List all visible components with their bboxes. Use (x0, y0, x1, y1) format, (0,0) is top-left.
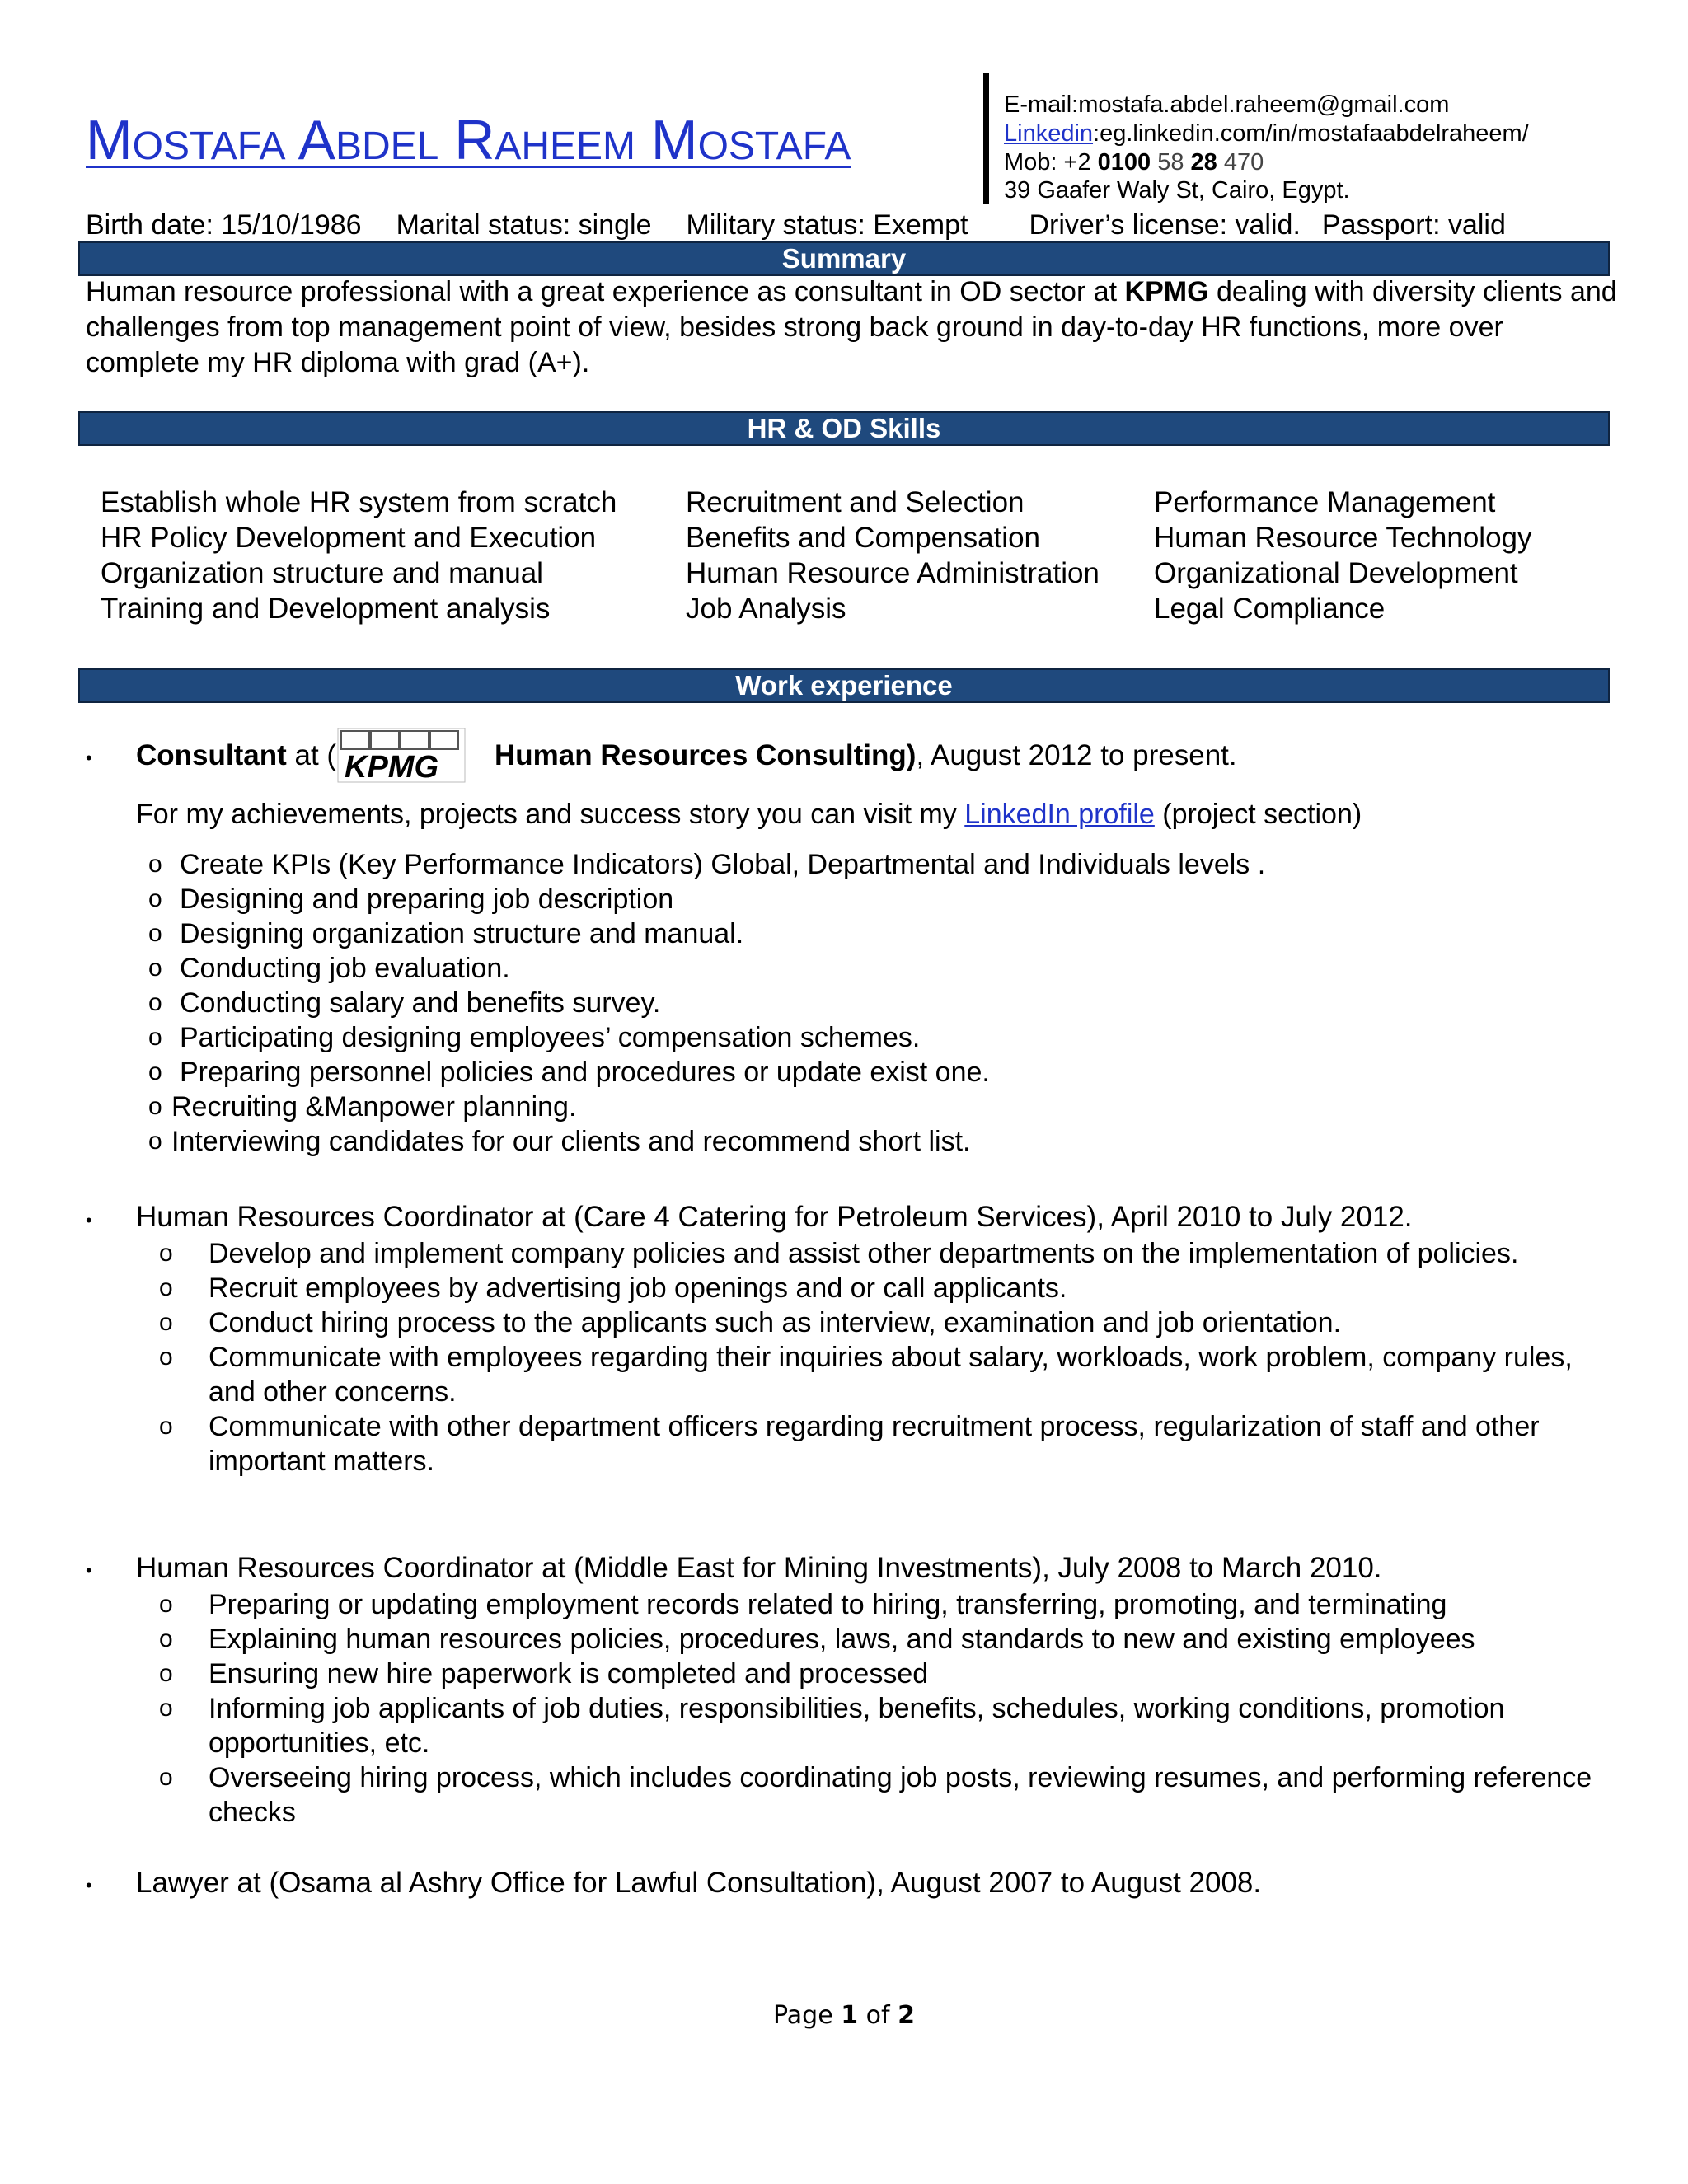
sub-bullet: o (159, 1660, 173, 1687)
military-status: Military status: Exempt (686, 209, 968, 241)
mobile-part-b: 58 (1151, 149, 1191, 176)
summary-text-part1: Human resource professional with a great experience as consultant in OD sector at (86, 276, 1125, 307)
linkedin-profile-link[interactable]: LinkedIn profile (964, 799, 1155, 830)
task-item (136, 1760, 1620, 1830)
summary-text (86, 274, 1619, 381)
task-item (136, 1657, 1620, 1691)
job2-title: Human Resources Coordinator at (Care 4 Catering for Petroleum Services), April 2010 to July 2012. (136, 1201, 1413, 1233)
mobile-prefix: Mob: +2 (1004, 149, 1098, 176)
task-text: Interviewing candidates for our clients and recommend short list. (171, 1126, 971, 1157)
sub-bullet: o (148, 851, 162, 878)
task-item (136, 1587, 1620, 1622)
sub-bullet: o (148, 1058, 162, 1085)
skills-heading: HR & OD Skills (78, 411, 1610, 446)
work-heading: Work experience (78, 668, 1610, 703)
kpmg-logo-text: KPMG (345, 750, 438, 784)
linkedin-url: :eg.linkedin.com/in/mostafaabdelraheem/ (1093, 120, 1529, 147)
task-text: Recruiting &Manpower planning. (171, 1091, 577, 1122)
skills-column-2 (686, 485, 1100, 626)
job1-note-suffix: (project section) (1154, 799, 1362, 830)
sub-bullet: o (148, 954, 162, 982)
skill-item: Training and Development analysis (101, 593, 551, 625)
task-text: Create KPIs (Key Performance Indicators) Global, Departmental and Individuals levels . (180, 849, 1266, 880)
task-text: Recruit employees by advertising job openings and or call applicants. (209, 1272, 1067, 1304)
footer-page-number: 1 (841, 2001, 859, 2030)
summary-text-bold: KPMG (1124, 276, 1209, 307)
task-item (148, 1055, 1615, 1090)
task-item (148, 1020, 1615, 1055)
task-text: Ensuring new hire paperwork is completed and processed (209, 1658, 929, 1690)
personal-info-line (86, 210, 1652, 240)
task-item (136, 1271, 1620, 1305)
task-text: Conduct hiring process to the applicants such as interview, examination and job orientation. (209, 1307, 1342, 1338)
task-text: Overseeing hiring process, which includes coordinating job posts, reviewing resumes, and performing reference checks (209, 1762, 1592, 1828)
sub-bullet: o (159, 1343, 173, 1371)
skill-item: Legal Compliance (1154, 593, 1386, 625)
drivers-license: Driver’s license: valid. (1029, 209, 1301, 241)
skill-item: Human Resource Administration (686, 557, 1100, 589)
job2-task-list (136, 1236, 1620, 1479)
sub-bullet: o (159, 1413, 173, 1440)
sub-bullet: o (148, 1093, 162, 1120)
task-text: Conducting salary and benefits survey. (180, 987, 661, 1019)
job-bullet: • (86, 748, 92, 768)
task-item (136, 1622, 1620, 1657)
job-title-consultant (136, 739, 336, 772)
task-text: Explaining human resources policies, procedures, laws, and standards to new and existing employees (209, 1624, 1475, 1655)
skill-item: Establish whole HR system from scratch (101, 486, 617, 518)
task-item (148, 1090, 1615, 1124)
task-item (136, 1691, 1620, 1760)
footer-page-word: Page (773, 2001, 842, 2030)
sub-bullet: o (148, 920, 162, 947)
job-bullet: • (86, 1560, 92, 1581)
job1-company: Human Resources Consulting) (495, 739, 917, 771)
summary-text-part2: dealing with diversity clients and challenges from top management point of view, besides strong back ground in day-to-day HR functions, more over complete my HR diploma with grad (A+). (86, 276, 1617, 378)
job1-role: Consultant (136, 739, 287, 771)
skill-item: Job Analysis (686, 593, 846, 625)
mobile-part-a: 0100 (1097, 149, 1151, 176)
page-footer (0, 2001, 1688, 2031)
task-item (136, 1305, 1620, 1340)
job1-company-line (495, 739, 1237, 772)
task-text: Preparing or updating employment records related to hiring, transferring, promoting, and terminating (209, 1589, 1447, 1620)
footer-page-total: 2 (898, 2001, 915, 2030)
task-item (148, 986, 1615, 1020)
skill-item: Recruitment and Selection (686, 486, 1025, 518)
birth-date: Birth date: 15/10/1986 (86, 209, 362, 241)
task-text: Communicate with other department officers regarding recruitment process, regularization of staff and other important matters. (209, 1411, 1540, 1477)
linkedin-line (1004, 120, 1663, 148)
skill-item: Organization structure and manual (101, 557, 543, 589)
job1-at: at ( (286, 739, 337, 771)
job1-note (136, 798, 1362, 831)
skill-item: Benefits and Compensation (686, 522, 1040, 554)
task-item (148, 1124, 1615, 1159)
job3-title: Human Resources Coordinator at (Middle East for Mining Investments), July 2008 to March 2010. (136, 1552, 1382, 1584)
sub-bullet: o (159, 1309, 173, 1336)
linkedin-link[interactable]: Linkedin (1004, 120, 1094, 147)
sub-bullet: o (159, 1240, 173, 1267)
marital-status: Marital status: single (396, 209, 652, 241)
sub-bullet: o (148, 1024, 162, 1051)
skills-column-3 (1154, 485, 1532, 626)
candidate-name: Mostafa Abdel Raheem Mostafa (86, 109, 851, 171)
skill-item: Human Resource Technology (1154, 522, 1532, 554)
task-text: Designing and preparing job description (180, 883, 674, 915)
skill-item: Organizational Development (1154, 557, 1518, 589)
footer-of-word: of (858, 2001, 898, 2030)
job1-dates: , August 2012 to present. (916, 739, 1237, 771)
job1-task-list (148, 847, 1615, 1159)
task-text: Preparing personnel policies and procedures or update exist one. (180, 1057, 990, 1088)
email-line: E-mail:mostafa.abdel.raheem@gmail.com (1004, 91, 1450, 118)
task-text: Designing organization structure and manual. (180, 918, 744, 949)
kpmg-logo (336, 728, 467, 784)
sub-bullet: o (159, 1591, 173, 1618)
contact-divider (983, 73, 989, 204)
task-item (136, 1340, 1620, 1409)
job4-title: Lawyer at (Osama al Ashry Office for Lawful Consultation), August 2007 to August 2008. (136, 1867, 1262, 1899)
passport-status: Passport: valid (1321, 209, 1506, 241)
skills-column-1 (101, 485, 617, 626)
job3-task-list (136, 1587, 1620, 1830)
sub-bullet: o (148, 989, 162, 1016)
skill-item: HR Policy Development and Execution (101, 522, 597, 554)
task-text: Conducting job evaluation. (180, 953, 510, 984)
job-bullet: • (86, 1875, 92, 1896)
job1-note-text: For my achievements, projects and success story you can visit my (136, 799, 965, 830)
task-text: Participating designing employees’ compensation schemes. (180, 1022, 921, 1053)
task-text: Communicate with employees regarding their inquiries about salary, workloads, work problem, company rules, and other concerns. (209, 1342, 1573, 1408)
mobile-part-d: 470 (1217, 149, 1264, 176)
sub-bullet: o (148, 1127, 162, 1155)
sub-bullet: o (148, 885, 162, 912)
task-item (136, 1236, 1620, 1271)
sub-bullet: o (159, 1625, 173, 1652)
task-text: Develop and implement company policies and assist other departments on the implementation of policies. (209, 1238, 1519, 1269)
sub-bullet: o (159, 1694, 173, 1722)
job-bullet: • (86, 1210, 92, 1230)
task-item (148, 916, 1615, 951)
sub-bullet: o (159, 1764, 173, 1791)
task-item (148, 882, 1615, 916)
task-text: Informing job applicants of job duties, responsibilities, benefits, schedules, working conditions, promotion opportunities, etc. (209, 1693, 1505, 1759)
task-item (136, 1409, 1620, 1479)
address-line: 39 Gaafer Waly St, Cairo, Egypt. (1004, 177, 1350, 204)
task-item (148, 847, 1615, 882)
sub-bullet: o (159, 1274, 173, 1301)
mobile-line (1004, 148, 1663, 177)
mobile-part-c: 28 (1190, 149, 1217, 176)
skill-item: Performance Management (1154, 486, 1496, 518)
summary-heading: Summary (78, 241, 1610, 276)
task-item (148, 951, 1615, 986)
